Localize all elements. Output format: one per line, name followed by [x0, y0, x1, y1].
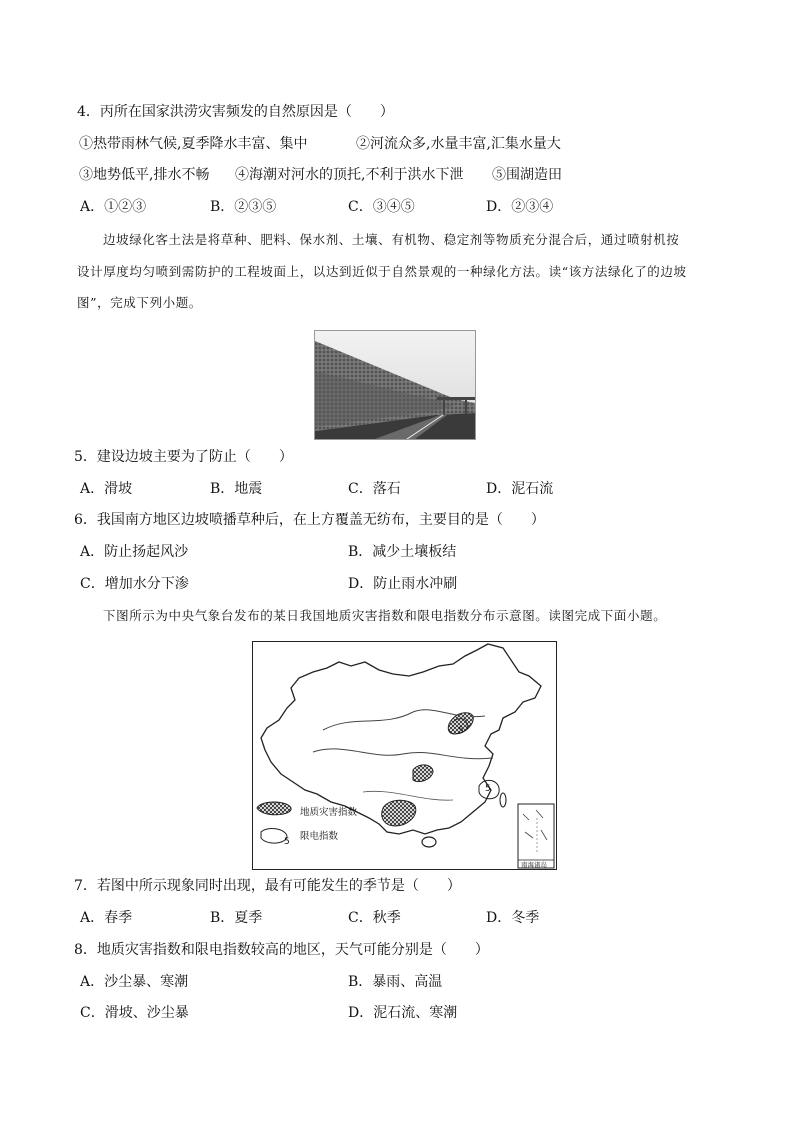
yangtze-river — [313, 749, 493, 759]
q8-option-b[interactable]: B．暴雨、高温 — [348, 974, 443, 990]
inset-label: 南海诸岛 — [521, 861, 547, 869]
q4-option-a[interactable]: A．①②③ — [80, 199, 147, 215]
hainan-island — [422, 837, 436, 847]
q4-item-3: ③地势低平,排水不畅 — [79, 167, 210, 183]
q7-option-a[interactable]: A．春季 — [80, 910, 133, 926]
q8-option-d[interactable]: D．泥石流、寒潮 — [348, 1005, 458, 1021]
q8-option-a[interactable]: A．沙尘暴、寒潮 — [80, 974, 189, 990]
q4-stem: 4．丙所在国家洪涝灾害频发的自然原因是（ ） — [77, 104, 394, 120]
q4-option-b[interactable]: B．②③⑤ — [210, 199, 277, 215]
q6-stem: 6．我国南方地区边坡喷播草种后，在上方覆盖无纺布，主要目的是（ ） — [74, 512, 545, 528]
china-map-outline — [253, 642, 556, 869]
south-china-sea-inset — [518, 804, 554, 868]
q8-option-c[interactable]: C．滑坡、沙尘暴 — [80, 1005, 189, 1021]
slope-photo-image — [315, 331, 475, 439]
q8-stem: 8．地质灾害指数和限电指数较高的地区，天气可能分别是（ ） — [74, 942, 489, 958]
passage1-line-3: 图”，完成下列小题。 — [77, 295, 202, 310]
q5-stem: 5．建设边坡主要为了防止（ ） — [74, 449, 293, 465]
legend-power-label: 限电指数 — [300, 831, 339, 842]
taiwan-island — [500, 793, 506, 807]
geo-disaster-area-central — [413, 765, 433, 782]
q6-option-a[interactable]: A．防止扬起风沙 — [80, 544, 189, 560]
q4-item-2: ②河流众多,水量丰富,汇集水量大 — [356, 136, 561, 152]
legend-geo-label: 地质灾害指数 — [300, 807, 358, 818]
pearl-river — [363, 791, 453, 800]
q4-option-d[interactable]: D．②③④ — [486, 199, 554, 215]
passage1-line-2: 设计厚度均匀喷到需防护的工程坡面上，以达到近似于自然景观的一种绿化方法。读“该方法绿化了的边坡 — [77, 264, 687, 279]
q5-option-a[interactable]: A．滑坡 — [80, 481, 133, 497]
q6-option-c[interactable]: C．增加水分下渗 — [80, 576, 189, 592]
slope-photo — [314, 330, 476, 440]
q4-option-c[interactable]: C．③④⑤ — [348, 199, 415, 215]
q5-option-c[interactable]: C．落石 — [348, 481, 401, 497]
q5-option-b[interactable]: B．地震 — [210, 481, 263, 497]
map-label-5-north: 5 — [458, 726, 464, 736]
legend-geo-symbol — [257, 802, 291, 815]
passage2: 下图所示为中央气象台发布的某日我国地质灾害指数和限电指数分布示意图。读图完成下面小题。 — [103, 608, 667, 623]
china-disaster-map — [252, 641, 557, 870]
q4-item-1: ①热带雨林气候,夏季降水丰富、集中 — [79, 136, 308, 152]
geo-disaster-area-south — [382, 800, 416, 826]
q4-item-5: ⑤围湖造田 — [492, 167, 562, 183]
q4-item-4: ④海潮对河水的顶托,不利于洪水下泄 — [235, 167, 464, 183]
legend-power-number: 5 — [284, 837, 290, 847]
map-label-5-east: 5 — [485, 784, 491, 794]
q5-option-d[interactable]: D．泥石流 — [486, 481, 554, 497]
q7-stem: 7．若图中所示现象同时出现，最有可能发生的季节是（ ） — [74, 878, 461, 894]
q7-option-b[interactable]: B．夏季 — [210, 910, 263, 926]
q7-option-d[interactable]: D．冬季 — [486, 910, 540, 926]
passage1-line-1: 边坡绿化客土法是将草种、肥料、保水剂、土壤、有机物、稳定剂等物质充分混合后，通过喷射机按 — [103, 232, 680, 247]
q6-option-d[interactable]: D．防止雨水冲刷 — [348, 576, 458, 592]
q6-option-b[interactable]: B．减少土壤板结 — [348, 544, 457, 560]
q7-option-c[interactable]: C．秋季 — [348, 910, 401, 926]
